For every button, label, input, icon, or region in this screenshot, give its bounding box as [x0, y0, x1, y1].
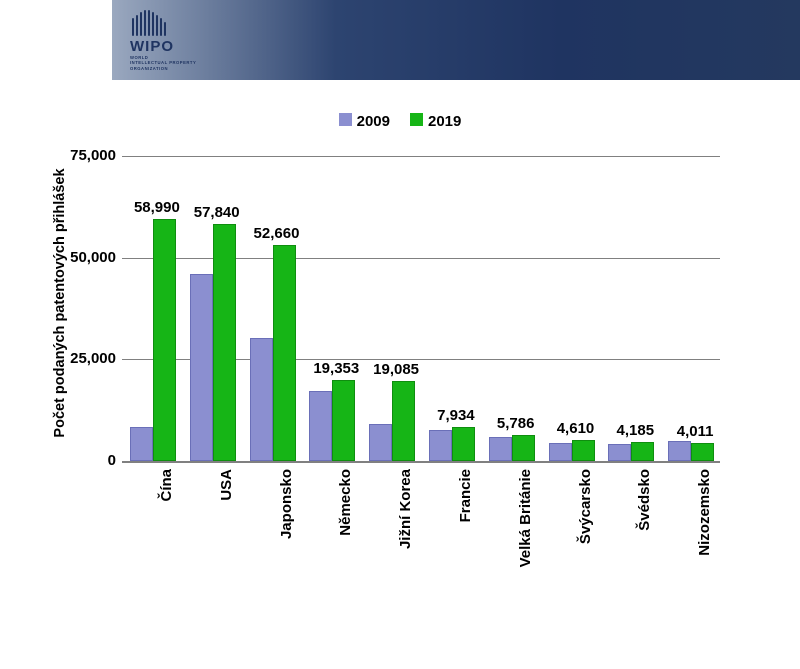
- gridline-75000: [122, 156, 720, 157]
- bar-2009-Švédsko: [608, 444, 631, 461]
- chart-legend: [0, 112, 800, 130]
- category-label-Švédsko: Švédsko: [636, 469, 654, 531]
- category-label-Velká Británie: Velká Británie: [516, 469, 534, 568]
- legend-label-2019: 2019: [428, 112, 462, 130]
- bar-2009-Švýcarsko: [549, 443, 572, 461]
- bar-2009-Japonsko: [250, 338, 273, 461]
- bar-2019-Nizozemsko: [691, 443, 714, 461]
- header-banner-white-panel: [0, 0, 112, 80]
- legend-label-2009: 2009: [356, 112, 390, 130]
- bar-2019-Švýcarsko: [572, 440, 595, 461]
- legend-item-2019: [410, 112, 461, 130]
- category-label-Jižní Korea: Jižní Korea: [397, 469, 415, 550]
- bar-2009-USA: [190, 274, 213, 462]
- header-banner: [0, 0, 800, 80]
- data-label-Nizozemsko: 4,011: [676, 422, 714, 440]
- category-label-Německo: Německo: [337, 469, 355, 536]
- category-label-USA: USA: [217, 469, 235, 501]
- bar-2019-Německo: [332, 380, 355, 461]
- data-label-Velká Británie: 5,786: [496, 415, 535, 433]
- bar-2019-USA: [213, 224, 236, 461]
- category-label-Francie: Francie: [456, 469, 474, 523]
- y-tick-75000: 75,000: [70, 147, 116, 164]
- category-label-Nizozemsko: Nizozemsko: [696, 469, 714, 556]
- chart-container: [0, 80, 800, 600]
- bar-2009-Čína: [130, 427, 153, 461]
- bar-2009-Francie: [429, 430, 452, 461]
- category-label-Čína: Čína: [157, 469, 175, 502]
- bar-2009-Nizozemsko: [668, 441, 691, 461]
- wipo-logo-wordmark: WIPO: [130, 38, 174, 55]
- data-label-Čína: 58,990: [133, 199, 180, 217]
- bar-2019-Švédsko: [631, 442, 654, 461]
- bar-2009-Velká Británie: [489, 437, 512, 461]
- data-label-Jižní Korea: 19,085: [373, 361, 420, 379]
- legend-swatch-2009: [339, 113, 352, 126]
- category-label-Švýcarsko: Švýcarsko: [576, 469, 594, 545]
- data-label-Japonsko: 52,660: [253, 224, 300, 242]
- wipo-logo-subtitle-3: ORGANIZATION: [130, 65, 169, 71]
- bar-2009-Jižní Korea: [369, 424, 392, 461]
- data-label-Švédsko: 4,185: [616, 421, 655, 439]
- data-label-USA: 57,840: [193, 203, 240, 221]
- wipo-logo-subtitle-1: WORLD: [130, 55, 149, 60]
- category-label-Japonsko: Japonsko: [277, 469, 295, 540]
- bar-2019-Velká Británie: [512, 435, 535, 461]
- gridline-50000: [122, 258, 720, 259]
- bar-2009-Německo: [309, 391, 332, 461]
- legend-swatch-2019: [410, 113, 423, 126]
- wipo-logo-subtitle-2: INTELLECTUAL PROPERTY: [130, 60, 197, 66]
- y-tick-0: 0: [107, 452, 116, 469]
- plot-area: [70, 147, 720, 469]
- data-label-Německo: 19,353: [313, 360, 360, 378]
- data-label-Švýcarsko: 4,610: [556, 420, 595, 438]
- bar-2019-Japonsko: [273, 245, 296, 461]
- data-label-Francie: 7,934: [437, 406, 475, 424]
- y-tick-25000: 25,000: [70, 350, 116, 368]
- x-axis-line: [122, 461, 720, 463]
- bar-2019-Čína: [153, 219, 176, 461]
- legend-item-2009: [339, 112, 390, 130]
- y-axis-title: Počet podaných patentových přihlášek: [52, 168, 68, 438]
- wipo-logo: [130, 10, 250, 70]
- wipo-logo-mark-icon: [132, 10, 170, 36]
- y-tick-50000: 50,000: [70, 248, 116, 266]
